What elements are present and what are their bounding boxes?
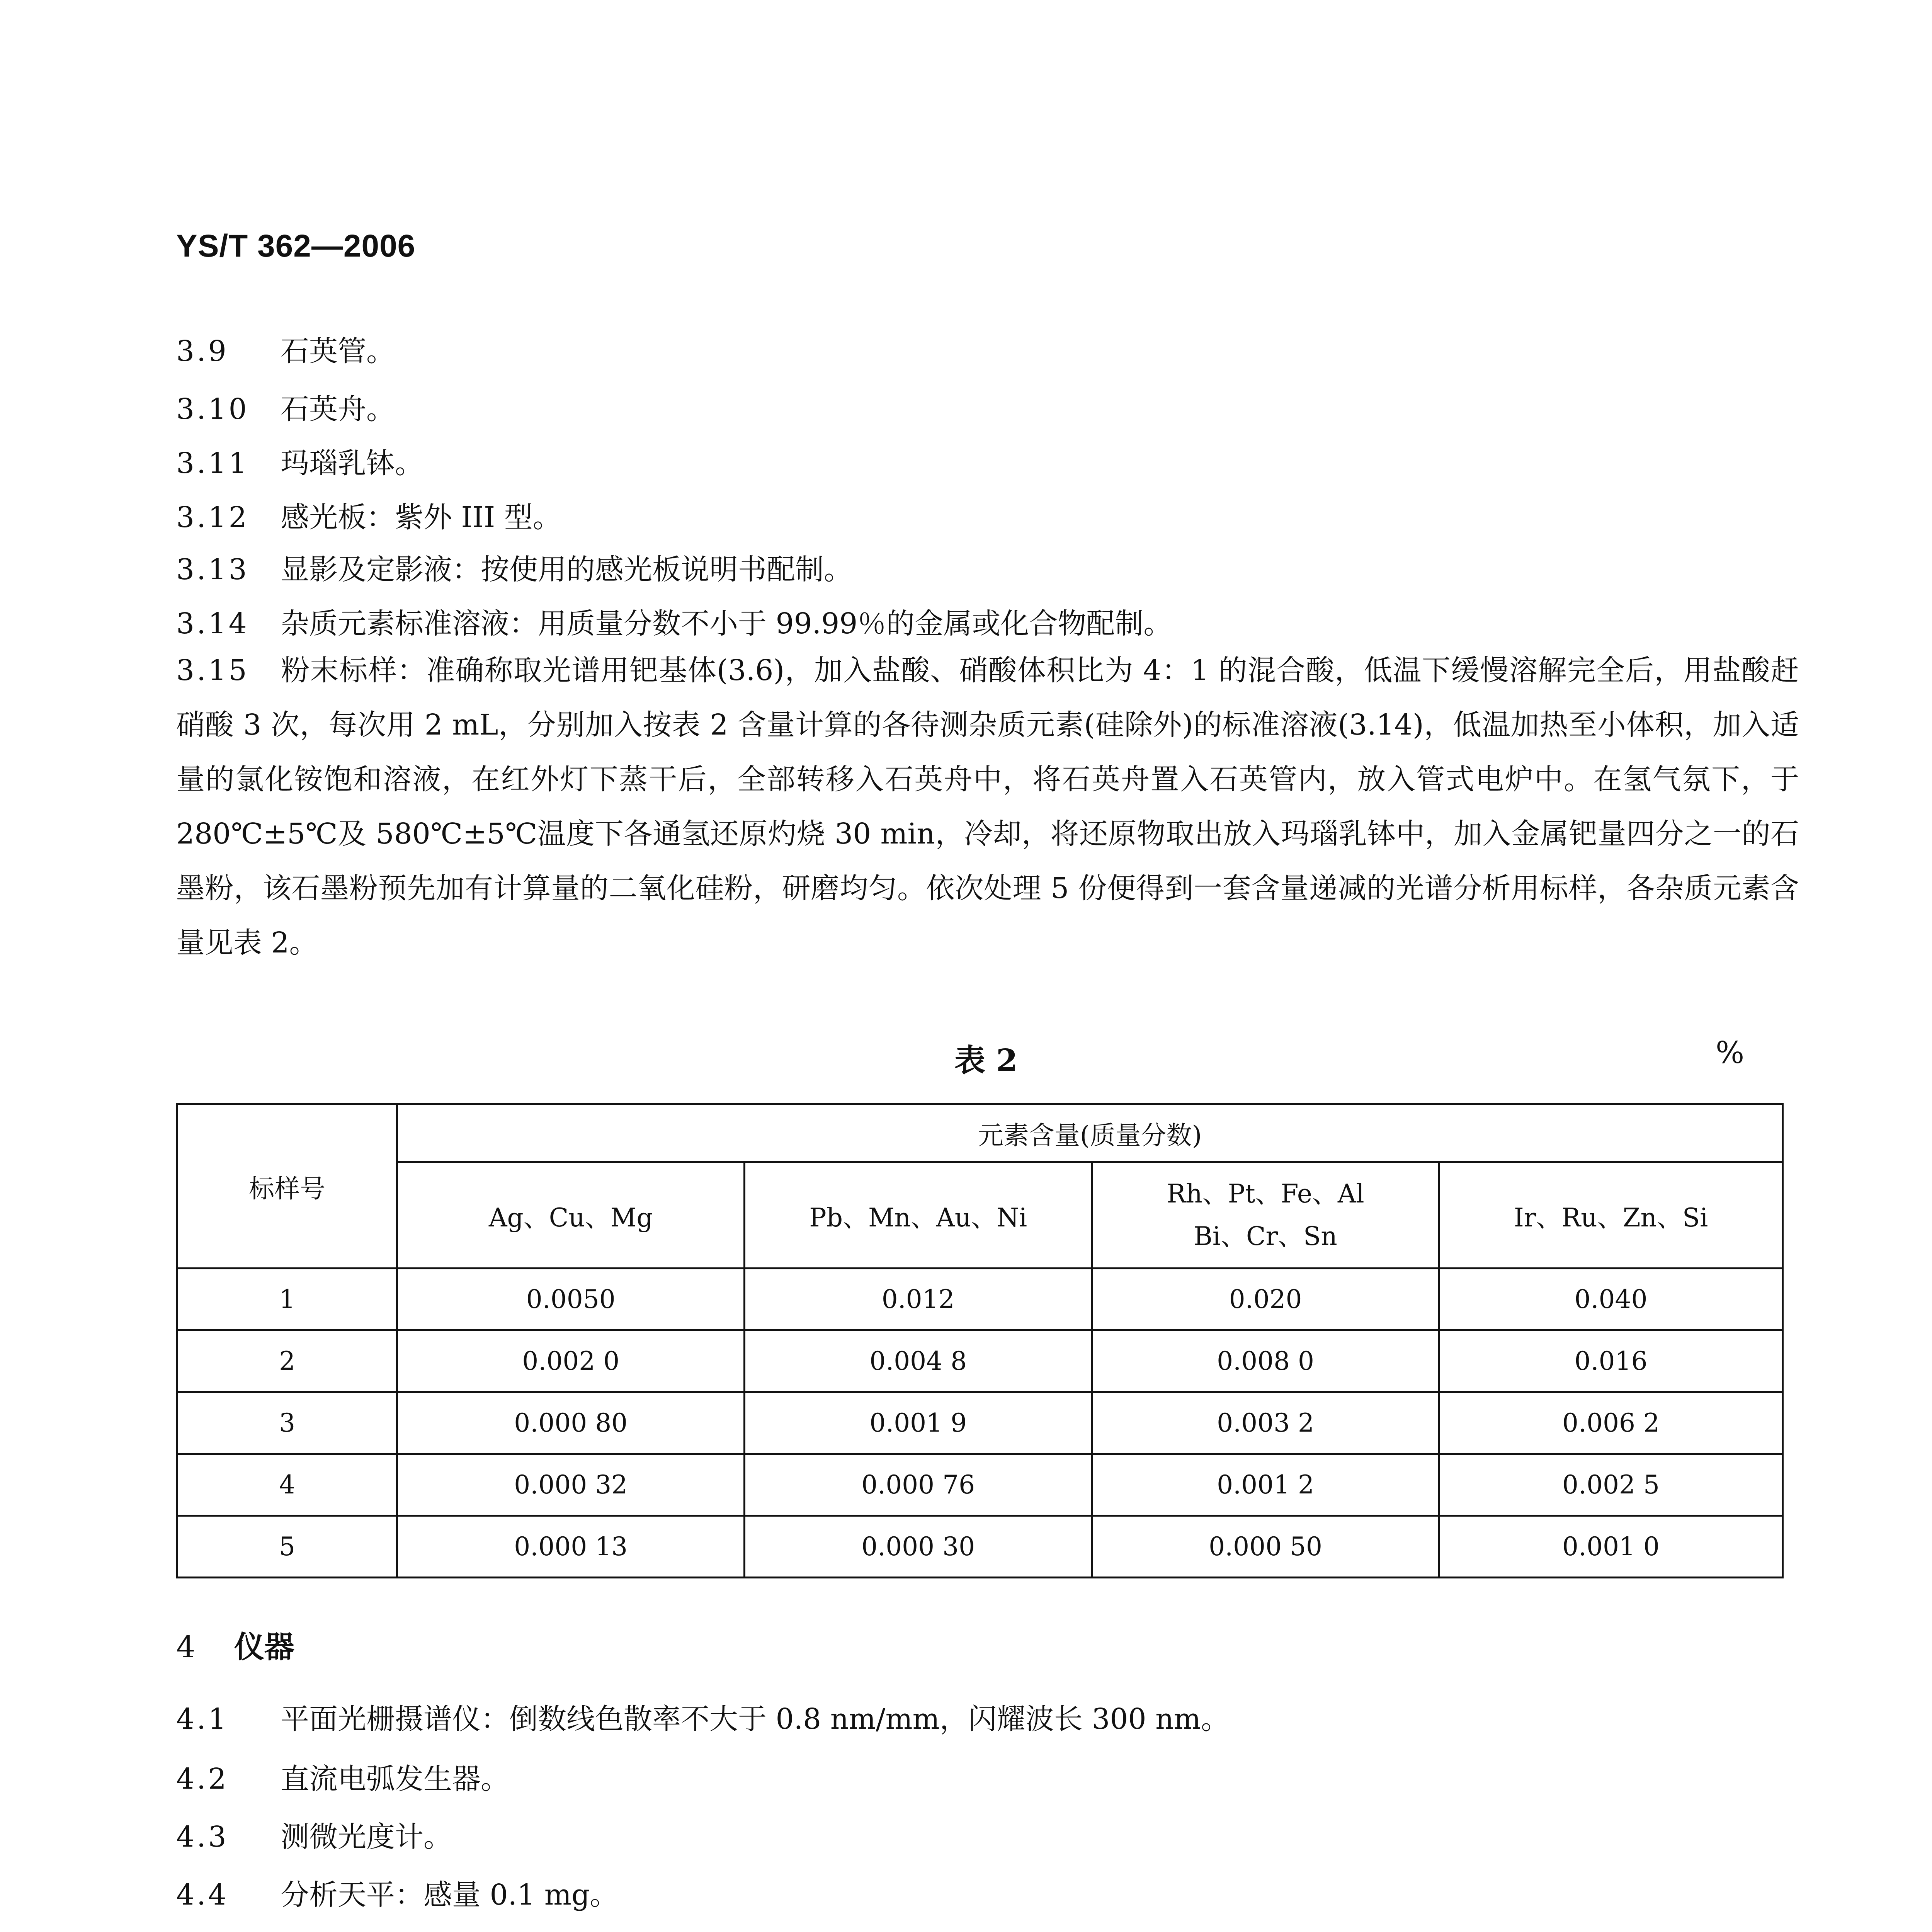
column-header-line1: Rh、Pt、Fe、Al xyxy=(1167,1179,1364,1209)
value-cell: 0.000 32 xyxy=(397,1454,745,1516)
value-cell: 0.006 2 xyxy=(1439,1392,1783,1454)
sample-id-cell: 1 xyxy=(177,1269,397,1330)
row-header-cell: 标样号 xyxy=(177,1104,397,1269)
column-header xyxy=(745,1162,1092,1269)
value-cell: 0.000 80 xyxy=(397,1392,745,1454)
value-cell: 0.000 13 xyxy=(397,1516,745,1578)
table-caption: 表 2 xyxy=(954,1042,1018,1078)
column-header-label: Ag、Cu、Mg xyxy=(488,1202,653,1233)
value-cell: 0.000 76 xyxy=(745,1454,1092,1516)
item-3-11 xyxy=(176,440,423,481)
item-text: 测微光度计。 xyxy=(281,1820,452,1854)
value-cell: 0.002 5 xyxy=(1439,1454,1783,1516)
item-text: 石英管。 xyxy=(281,335,395,368)
item-number: 3.11 xyxy=(176,447,249,480)
value-cell: 0.0050 xyxy=(397,1269,745,1330)
sample-id-cell: 4 xyxy=(177,1454,397,1516)
sample-id-cell: 3 xyxy=(177,1392,397,1454)
value-cell: 0.004 8 xyxy=(745,1330,1092,1392)
item-text: 杂质元素标准溶液：用质量分数不小于 99.99％的金属或化合物配制。 xyxy=(281,607,1172,640)
value-cell: 0.001 9 xyxy=(745,1392,1092,1454)
value-cell: 0.000 50 xyxy=(1092,1516,1439,1578)
item-4-3 xyxy=(176,1814,452,1855)
value-cell: 0.016 xyxy=(1439,1330,1783,1392)
section-4-heading xyxy=(176,1623,294,1666)
item-number: 4.4 xyxy=(176,1878,229,1912)
value-cell: 0.003 2 xyxy=(1092,1392,1439,1454)
item-number: 4.1 xyxy=(176,1702,229,1736)
table-row xyxy=(177,1269,1783,1330)
item-number: 3.14 xyxy=(176,607,249,640)
value-cell: 0.040 xyxy=(1439,1269,1783,1330)
item-text: 直流电弧发生器。 xyxy=(281,1762,509,1796)
sample-id-cell: 2 xyxy=(177,1330,397,1392)
item-text: 玛瑙乳钵。 xyxy=(281,447,423,480)
item-number: 3.12 xyxy=(176,501,249,534)
value-cell: 0.008 0 xyxy=(1092,1330,1439,1392)
item-text: 感光板：紫外 III 型。 xyxy=(281,501,561,534)
item-3-14 xyxy=(176,601,1172,642)
value-cell: 0.001 0 xyxy=(1439,1516,1783,1578)
column-header xyxy=(1439,1162,1783,1269)
value-cell: 0.012 xyxy=(745,1269,1092,1330)
value-cell: 0.020 xyxy=(1092,1269,1439,1330)
column-header xyxy=(397,1162,745,1269)
standard-code: YS/T 362—2006 xyxy=(176,228,416,264)
item-4-2 xyxy=(176,1756,509,1797)
item-number: 3.9 xyxy=(176,335,229,368)
column-header-line2: Bi、Cr、Sn xyxy=(1194,1221,1337,1251)
item-3-15 xyxy=(176,643,1799,970)
item-4-1 xyxy=(176,1696,1230,1737)
table-row xyxy=(177,1516,1783,1578)
sample-id-cell: 5 xyxy=(177,1516,397,1578)
item-number: 4.2 xyxy=(176,1762,229,1796)
column-header-label: Ir、Ru、Zn、Si xyxy=(1514,1202,1708,1233)
table-row xyxy=(177,1330,1783,1392)
item-number: 3.10 xyxy=(176,393,249,426)
item-text: 平面光栅摄谱仪：倒数线色散率不大于 0.8 nm/mm，闪耀波长 300 nm。 xyxy=(281,1702,1230,1736)
item-text: 粉末标样：准确称取光谱用钯基体(3.6)，加入盐酸、硝酸体积比为 4：1 的混合酸，低温下缓慢溶解完全后，用盐酸赶硝酸 3 次，每次用 2 mL，分别加入按表 2 含量计算的各待测杂质元素(硅除外)的标准溶液(3.14)，低温加热至小体积，加入适量的氯化铵饱和溶液，在红外灯下蒸干后，全部转移入石英舟中，将石英舟置入石英管内，放入管式电炉中。在氢气氛下，于 280℃±5℃及 580℃±5℃温度下各通氢还原灼烧 30 min，冷却，将还原物取出放入玛瑙乳钵中，加入金属钯量四分之一的石墨粉，该石墨粉预先加有计算量的二氧化硅粉，研磨均匀。依次处理 5 份便得到一套含量递减的光谱分析用标样，各杂质元素含量见表 2。 xyxy=(176,654,1799,959)
value-cell: 0.002 0 xyxy=(397,1330,745,1392)
section-title: 仪器 xyxy=(234,1629,295,1665)
group-header-cell: 元素含量(质量分数) xyxy=(397,1104,1783,1162)
item-4-5 xyxy=(176,1930,538,1932)
element-content-table xyxy=(176,1103,1784,1578)
value-cell: 0.001 2 xyxy=(1092,1454,1439,1516)
item-3-10 xyxy=(176,386,395,427)
item-3-12 xyxy=(176,495,561,536)
item-text: 石英舟。 xyxy=(281,393,395,426)
column-header xyxy=(1092,1162,1439,1269)
item-text: 显影及定影液：按使用的感光板说明书配制。 xyxy=(281,553,852,586)
table-row xyxy=(177,1454,1783,1516)
table-row xyxy=(177,1392,1783,1454)
item-number: 3.15 xyxy=(176,654,249,687)
section-number: 4 xyxy=(176,1630,198,1665)
item-4-4 xyxy=(176,1872,618,1913)
item-number: 4.3 xyxy=(176,1820,229,1854)
column-header-label: Pb、Mn、Au、Ni xyxy=(809,1202,1027,1233)
value-cell: 0.000 30 xyxy=(745,1516,1092,1578)
item-3-13 xyxy=(176,547,852,588)
table-unit: % xyxy=(1716,1036,1745,1070)
item-number: 3.13 xyxy=(176,553,249,586)
item-text: 分析天平：感量 0.1 mg。 xyxy=(281,1878,619,1912)
item-3-9 xyxy=(176,328,395,369)
